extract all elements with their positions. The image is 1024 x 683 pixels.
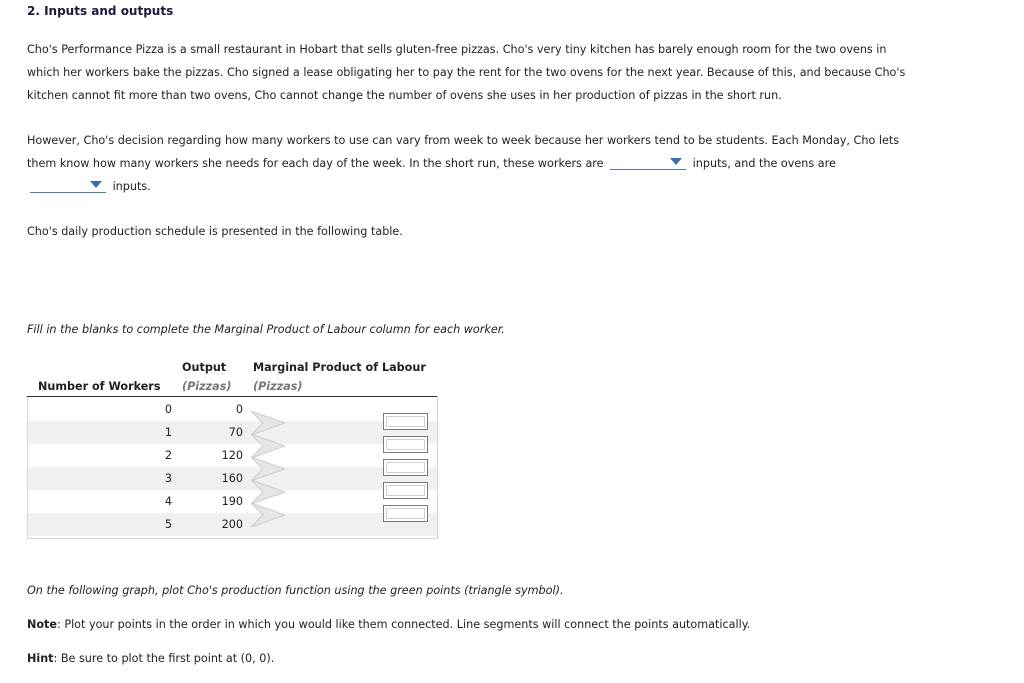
mpl-input-worker-2[interactable] <box>383 436 428 453</box>
dropdown-arrow-icon <box>670 158 682 165</box>
header-output: Output <box>182 361 227 374</box>
header-mpl: Marginal Product of Labour <box>253 361 426 374</box>
dropdown-arrow-icon <box>90 181 102 188</box>
workers-cell: 1 <box>164 426 172 439</box>
table-row <box>28 444 437 467</box>
output-cell: 190 <box>221 495 243 508</box>
paragraph-2 <box>27 129 907 198</box>
hint-label: Hint <box>27 652 54 665</box>
workers-cell: 3 <box>164 472 172 485</box>
graph-instruction: On the following graph, plot Cho's production function using the green points (triangle symbol). <box>27 584 564 597</box>
output-cell: 120 <box>221 449 243 462</box>
section-title: 2. Inputs and outputs <box>27 4 174 18</box>
chevron-right-icon <box>251 480 285 504</box>
chevron-right-icon <box>251 434 285 458</box>
table-row <box>28 398 437 421</box>
header-rule <box>27 396 437 397</box>
production-table <box>27 358 437 538</box>
paragraph-1: Cho's Performance Pizza is a small restaurant in Hobart that sells gluten-free pizzas. Cho's very tiny kitchen has barely enough room for the two ovens in which her workers bake the pizzas. Cho signed a lease obligating her to pay the rent for the two ovens for the next year. Because of this, and because Cho's kitchen cannot fit more than two ovens, Cho cannot change the number of ovens she uses in her production of pizzas in the short run. <box>27 43 906 102</box>
output-cell: 200 <box>221 518 243 531</box>
mpl-input-worker-4[interactable] <box>383 482 428 499</box>
table-row <box>28 421 437 444</box>
workers-cell: 0 <box>164 403 172 416</box>
hint <box>27 652 274 665</box>
chevron-right-icon <box>251 457 285 481</box>
oven-input-type-dropdown[interactable] <box>30 178 106 193</box>
note <box>27 618 750 631</box>
workers-cell: 5 <box>164 518 172 531</box>
mpl-input-worker-5[interactable] <box>383 505 428 522</box>
output-cell: 70 <box>228 426 243 439</box>
paragraph-3: Cho's daily production schedule is presented in the following table. <box>27 225 403 238</box>
labour-input-type-dropdown[interactable] <box>610 155 686 170</box>
table-row <box>28 513 437 536</box>
header-output-unit: (Pizzas) <box>182 380 232 393</box>
hint-text: : Be sure to plot the first point at (0, 0). <box>53 652 275 665</box>
output-cell: 160 <box>221 472 243 485</box>
output-cell: 0 <box>235 403 243 416</box>
table-row <box>28 467 437 490</box>
chevron-right-icon <box>251 503 285 527</box>
table-row <box>28 490 437 513</box>
note-label: Note <box>27 618 57 631</box>
chevron-right-icon <box>251 411 285 435</box>
paragraph-2-after: inputs. <box>112 180 151 193</box>
table-instruction: Fill in the blanks to complete the Marginal Product of Labour column for each worker. <box>27 323 505 336</box>
paragraph-2-middle: inputs, and the ovens are <box>692 157 836 170</box>
mpl-input-worker-3[interactable] <box>383 459 428 476</box>
header-mpl-unit: (Pizzas) <box>253 380 303 393</box>
header-workers: Number of Workers <box>38 380 161 393</box>
paragraph-2-before: However, Cho's decision regarding how many workers to use can vary from week to week because her workers tend to be students. Each Monday, Cho lets them know how many workers she needs for each day of the week. In the short run, these workers are <box>27 134 900 170</box>
workers-cell: 2 <box>164 449 172 462</box>
mpl-input-worker-1[interactable] <box>383 413 428 430</box>
note-text: : Plot your points in the order in which you would like them connected. Line segments will connect the points automatically. <box>57 618 751 631</box>
workers-cell: 4 <box>164 495 172 508</box>
